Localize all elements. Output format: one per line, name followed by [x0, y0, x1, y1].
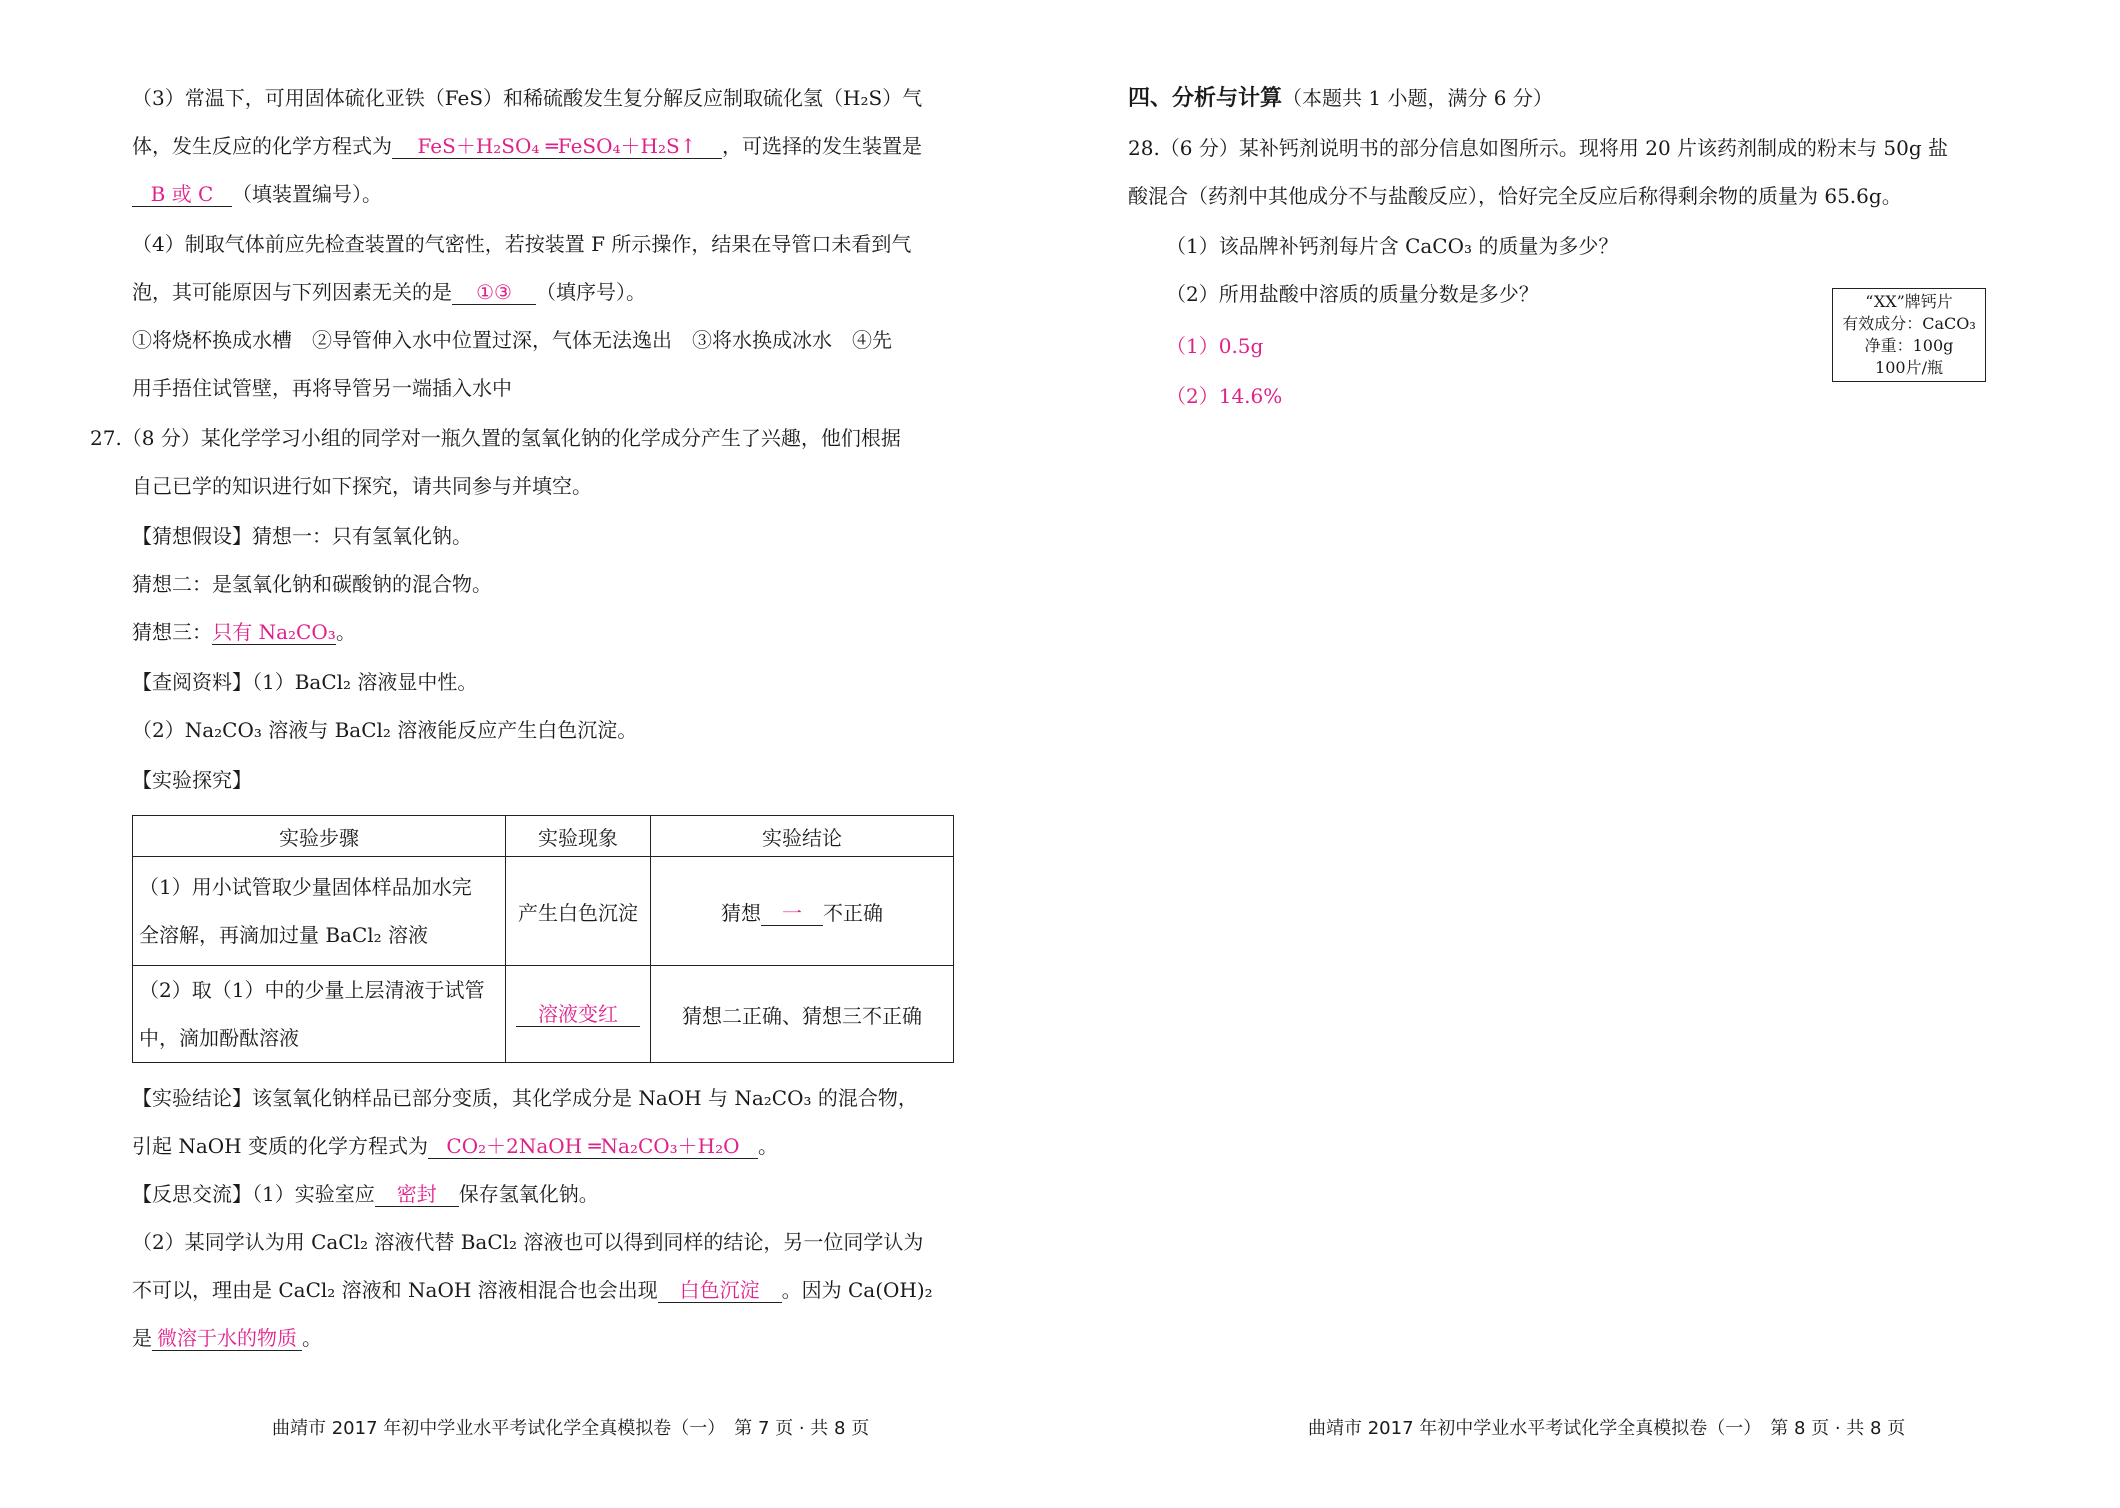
q28-line2: 酸混合（药剂中其他成分不与盐酸反应），恰好完全反应后称得剩余物的质量为 65.6g。	[1128, 184, 1902, 208]
row1-conclusion-answer: 一	[761, 901, 823, 926]
section-heading	[1128, 84, 1553, 113]
explore-title: 【实验探究】	[132, 768, 252, 792]
label-brand: “XX”牌钙片	[1865, 292, 1953, 311]
conclusion-answer-equation: CO₂＋2NaOH ═Na₂CO₃＋H₂O	[428, 1134, 758, 1159]
row1-step-line2: 全溶解，再滴加过量 BaCl₂ 溶液	[139, 923, 429, 947]
conclusion-line2-pre: 引起 NaOH 变质的化学方程式为	[132, 1134, 428, 1158]
q28-answer1: （1）0.5g	[1166, 334, 1264, 358]
left-page-footer: 曲靖市 2017 年初中学业水平考试化学全真模拟卷（一） 第 7 页 · 共 8 页	[272, 1418, 870, 1439]
guess-line2: 猜想二：是氢氧化钠和碳酸钠的混合物。	[132, 572, 492, 596]
q3-line3	[132, 180, 382, 208]
q27-line1: 27.（8 分）某化学学习小组的同学对一瓶久置的氢氧化钠的化学成分产生了兴趣，他们根据	[90, 426, 901, 450]
reflect-pre: 【反思交流】（1）实验室应	[132, 1182, 375, 1206]
label-count: 100片/瓶	[1875, 358, 1943, 377]
reflect2-line2	[132, 1276, 933, 1304]
q3-answer-equation: FeS＋H₂SO₄ ═FeSO₄＋H₂S↑	[392, 134, 722, 159]
table-header-row	[133, 816, 954, 857]
table-header-conclusion: 实验结论	[651, 816, 954, 857]
reflect2-line1: （2）某同学认为用 CaCl₂ 溶液代替 BaCl₂ 溶液也可以得到同样的结论，另一位同学认为	[132, 1230, 924, 1254]
reference-line2: （2）Na₂CO₃ 溶液与 BaCl₂ 溶液能反应产生白色沉淀。	[132, 718, 638, 742]
guess3-answer: 只有 Na₂CO₃	[212, 620, 336, 644]
row1-conclusion-post: 不正确	[823, 900, 883, 925]
reflect2-answer-precipitate: 白色沉淀	[658, 1278, 782, 1303]
guess-line1: 【猜想假设】猜想一：只有氢氧化钠。	[132, 524, 472, 548]
q28-subquestion1: （1）该品牌补钙剂每片含 CaCO₃ 的质量为多少？	[1166, 234, 1619, 258]
section-title: 四、分析与计算	[1128, 86, 1283, 111]
q4-line2-pre: 泡，其可能原因与下列因素无关的是	[132, 280, 452, 304]
row1-step-line1: （1）用小试管取少量固体样品加水完	[139, 875, 472, 899]
section-note: （本题共 1 小题，满分 6 分）	[1282, 86, 1553, 110]
label-ingredient: 有效成分：CaCO₃	[1842, 314, 1976, 333]
q3-line2-post: ，可选择的发生装置是	[722, 134, 922, 158]
row1-conclusion-pre: 猜想	[721, 900, 761, 925]
experiment-table	[132, 815, 954, 1063]
reflect2-line2-pre: 不可以，理由是 CaCl₂ 溶液和 NaOH 溶液相混合也会出现	[132, 1278, 658, 1302]
table-row	[133, 966, 954, 1063]
right-page-footer: 曲靖市 2017 年初中学业水平考试化学全真模拟卷（一） 第 8 页 · 共 8 页	[1308, 1418, 1906, 1439]
guess-line3	[132, 618, 356, 646]
reflect2-line2-post: 。因为 Ca(OH)₂	[781, 1278, 933, 1302]
row1-step	[133, 857, 506, 966]
q4-answer: ①③	[452, 280, 536, 305]
conclusion-line1: 【实验结论】该氢氧化钠样品已部分变质，其化学成分是 NaOH 与 Na₂CO₃ 的混合物，	[132, 1086, 918, 1110]
q3-line2-pre: 体，发生反应的化学方程式为	[132, 134, 392, 158]
reflect-post: 保存氢氧化钠。	[458, 1182, 599, 1206]
q3-line1: （3）常温下，可用固体硫化亚铁（FeS）和稀硫酸发生复分解反应制取硫化氢（H₂S）气	[132, 86, 923, 110]
q3-line3-post: （填装置编号）。	[232, 182, 382, 206]
calcium-tablet-label-box	[1832, 288, 1986, 382]
table-header-phenomenon: 实验现象	[506, 816, 651, 857]
table-row	[133, 857, 954, 966]
q4-line2-post: （填序号）。	[536, 280, 646, 304]
reflect2-line3-post: 。	[302, 1326, 322, 1350]
guess3-pre: 猜想三：	[132, 620, 212, 644]
row2-step-line2: 中，滴加酚酞溶液	[139, 1026, 299, 1050]
q27-line2: 自己已学的知识进行如下探究，请共同参与并填空。	[132, 474, 592, 498]
q4-options-line1: ①将烧杯换成水槽 ②导管伸入水中位置过深，气体无法逸出 ③将水换成冰水 ④先	[132, 328, 892, 352]
row2-phenomenon	[506, 966, 651, 1063]
conclusion-line2-post: 。	[757, 1134, 778, 1158]
q3-line2	[132, 132, 922, 160]
conclusion-line2	[132, 1132, 778, 1160]
q4-line1: （4）制取气体前应先检查装置的气密性，若按装置 F 所示操作，结果在导管口未看到气	[132, 232, 912, 256]
label-net-weight: 净重：100g	[1864, 336, 1954, 355]
q28-line1: 28.（6 分）某补钙剂说明书的部分信息如图所示。现将用 20 片该药剂制成的粉末与 50g 盐	[1128, 136, 1949, 160]
row2-conclusion: 猜想二正确、猜想三不正确	[651, 966, 954, 1063]
table-header-step: 实验步骤	[133, 816, 506, 857]
q3-answer-apparatus: B 或 C	[132, 182, 232, 207]
row2-phenomenon-answer: 溶液变红	[516, 1002, 640, 1027]
row2-step-line1: （2）取（1）中的少量上层清液于试管	[139, 978, 485, 1002]
reference-line1: 【查阅资料】（1）BaCl₂ 溶液显中性。	[132, 670, 478, 694]
q28-subquestion2: （2）所用盐酸中溶质的质量分数是多少？	[1166, 282, 1539, 306]
reflect2-answer-solubility: 微溶于水的物质	[152, 1326, 302, 1351]
guess3-post: 。	[336, 620, 356, 644]
q4-options-line2: 用手捂住试管壁，再将导管另一端插入水中	[132, 376, 512, 400]
reflect-line1	[132, 1180, 599, 1208]
row1-phenomenon: 产生白色沉淀	[506, 857, 651, 966]
reflect2-line3-pre: 是	[132, 1326, 152, 1350]
reflect-answer: 密封	[375, 1182, 459, 1207]
q28-answer2: （2）14.6%	[1166, 384, 1283, 408]
row2-step	[133, 966, 506, 1063]
reflect2-line3	[132, 1324, 322, 1352]
row1-conclusion	[651, 857, 954, 966]
q4-line2	[132, 278, 646, 306]
